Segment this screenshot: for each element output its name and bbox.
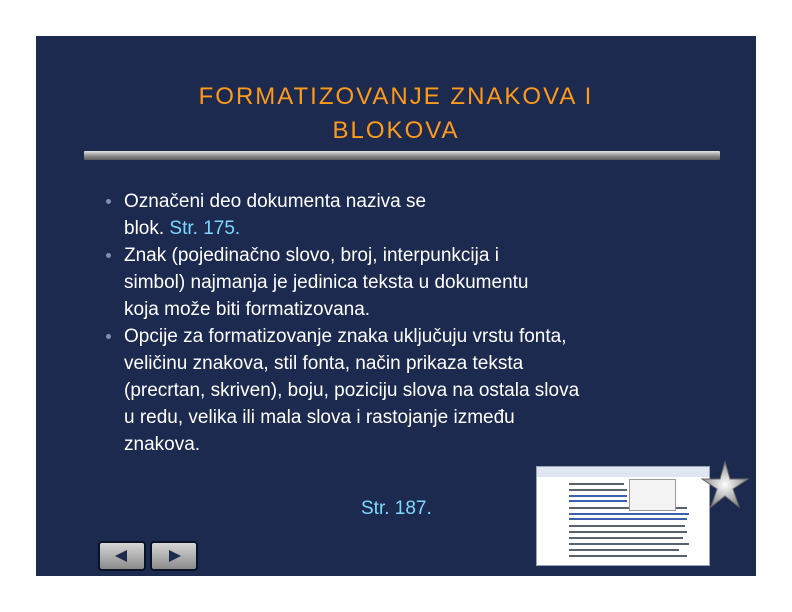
thumb-line (569, 549, 679, 551)
bullet-3-line-5: znakova. (124, 434, 201, 455)
bullet-2-line-3: koja može biti formatizovana. (124, 299, 371, 320)
word-document-thumbnail (536, 466, 710, 566)
thumb-highlight (569, 495, 627, 497)
bullet-item-2 (124, 242, 724, 323)
title-line-2: BLOKOVA (332, 117, 460, 144)
bullet-3-line-4: u redu, velika ili mala slova i rastojanje između (124, 407, 515, 428)
thumb-line (569, 489, 627, 491)
previous-slide-button[interactable] (98, 541, 146, 571)
page-reference-187: Str. 187. (361, 498, 432, 519)
bullet-icon (106, 253, 111, 258)
thumb-line (569, 537, 683, 539)
arrow-left-icon (115, 550, 127, 562)
thumb-highlight (569, 518, 687, 520)
page-reference-175: Str. 175. (169, 218, 241, 239)
bullet-2-line-1: Znak (pojedinačno slovo, broj, interpunkcija i (124, 245, 499, 266)
bullet-icon (106, 334, 111, 339)
thumbnail-popup (629, 479, 676, 511)
bullet-1-line-1: Označeni deo dokumenta naziva se (124, 191, 427, 212)
arrow-right-icon (169, 550, 181, 562)
next-slide-button[interactable] (150, 541, 198, 571)
slide (36, 36, 756, 576)
bullet-item-3 (124, 323, 724, 458)
bullet-2-line-2: simbol) najmanja je jedinica teksta u dokumentu (124, 272, 529, 293)
thumb-highlight (569, 513, 689, 515)
slide-title (136, 80, 656, 148)
bullet-1-line-2-text: blok. (124, 218, 170, 239)
bullet-3-line-3: (precrtan, skriven), boju, poziciju slova na ostala slova (124, 380, 580, 401)
bullet-item-1 (124, 188, 724, 242)
thumb-highlight (569, 500, 627, 502)
title-line-1: FORMATIZOVANJE ZNAKOVA I (198, 83, 594, 110)
bullet-list (124, 188, 724, 458)
bullet-3-line-2: veličinu znakova, stil fonta, način prikaza teksta (124, 353, 524, 374)
thumb-line (569, 525, 685, 527)
bullet-icon (106, 199, 111, 204)
thumb-line (569, 555, 687, 557)
title-underline-bar (84, 151, 720, 160)
thumbnail-ribbon (537, 467, 709, 477)
bullet-1-line-2 (124, 215, 724, 242)
thumb-line (569, 531, 687, 533)
bullet-3-line-1: Opcije za formatizovanje znaka uključuju vrstu fonta, (124, 326, 567, 347)
thumb-line (569, 483, 624, 485)
thumb-line (569, 543, 689, 545)
star-icon (700, 460, 750, 510)
